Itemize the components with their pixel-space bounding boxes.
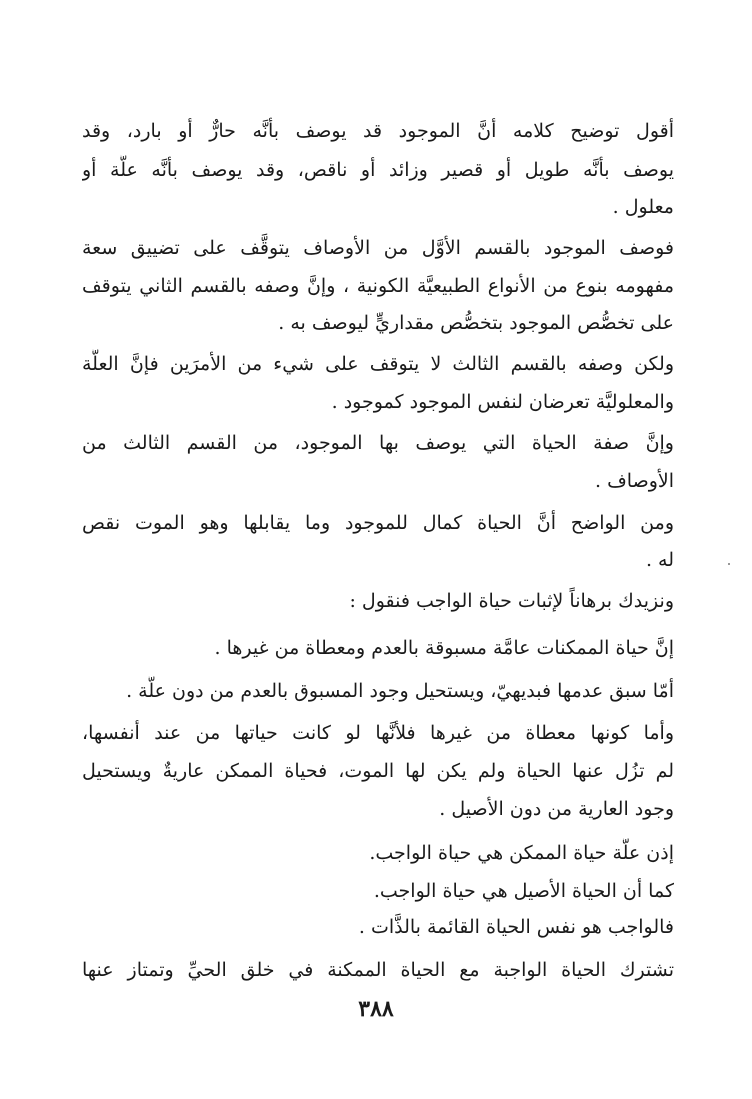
text-line: لم تزُل عنها الحياة ولم يكن لها الموت، فحياة الممكن عاريةٌ ويستحيل [82, 760, 674, 782]
text-line: مفهومه بنوع من الأنواع الطبيعيَّة الكونية ، وإنَّ وصفه بالقسم الثاني يتوقف [82, 275, 674, 297]
text-line: وجود العارية من دون الأصيل . [439, 798, 674, 820]
text-line: معلول . [612, 196, 674, 218]
text-line: يوصف بأنَّه طويل أو قصير وزائد أو ناقص، وقد يوصف بأنَّه علَّة أو [82, 159, 674, 181]
text-line: له . [645, 549, 674, 571]
text-line: وأما كونها معطاة من غيرها فلأنَّها لو كانت حياتها من عند أنفسها، [82, 722, 674, 744]
text-line: والمعلوليَّة تعرضان لنفس الموجود كموجود . [331, 391, 674, 413]
text-line: إنَّ حياة الممكنات عامَّة مسبوقة بالعدم ومعطاة من غيرها . [214, 637, 674, 659]
text-line: تشترك الحياة الواجبة مع الحياة الممكنة في خلق الحيِّ وتمتاز عنها [82, 959, 674, 981]
text-line: أمّا سبق عدمها فبديهيّ، ويستحيل وجود المسبوق بالعدم من دون علَّة . [126, 680, 674, 702]
text-line: إذن علَّة حياة الممكن هي حياة الواجب. [369, 842, 674, 864]
text-line: فوصف الموجود بالقسم الأوَّل من الأوصاف يتوقَّف على تضييق سعة [82, 237, 674, 259]
text-line: على تخصُّص الموجود بتخصُّص مقداريٍّ ليوصف به . [278, 312, 674, 334]
text-line: وإنَّ صفة الحياة التي يوصف بها الموجود، من القسم الثالث من [82, 432, 674, 454]
text-line: فالواجب هو نفس الحياة القائمة بالذَّات . [358, 916, 674, 938]
text-line: كما أن الحياة الأصيل هي حياة الواجب. [373, 880, 674, 902]
text-line: ونزيدك برهاناً لإثبات حياة الواجب فنقول : [349, 590, 674, 612]
text-line: الأوصاف . [595, 470, 674, 492]
text-line: أقول توضيح كلامه أنَّ الموجود قد يوصف بأنَّه حارٌّ أو بارد، وقد [82, 120, 674, 142]
text-line: ومن الواضح أنَّ الحياة كمال للموجود وما يقابلها وهو الموت نقص [82, 512, 674, 534]
page-number: ٣٨٨ [358, 996, 394, 1022]
scan-speck [728, 563, 730, 565]
text-line: ولكن وصفه بالقسم الثالث لا يتوقف على شيء من الأمرَين فإنَّ العلَّة [82, 353, 674, 375]
